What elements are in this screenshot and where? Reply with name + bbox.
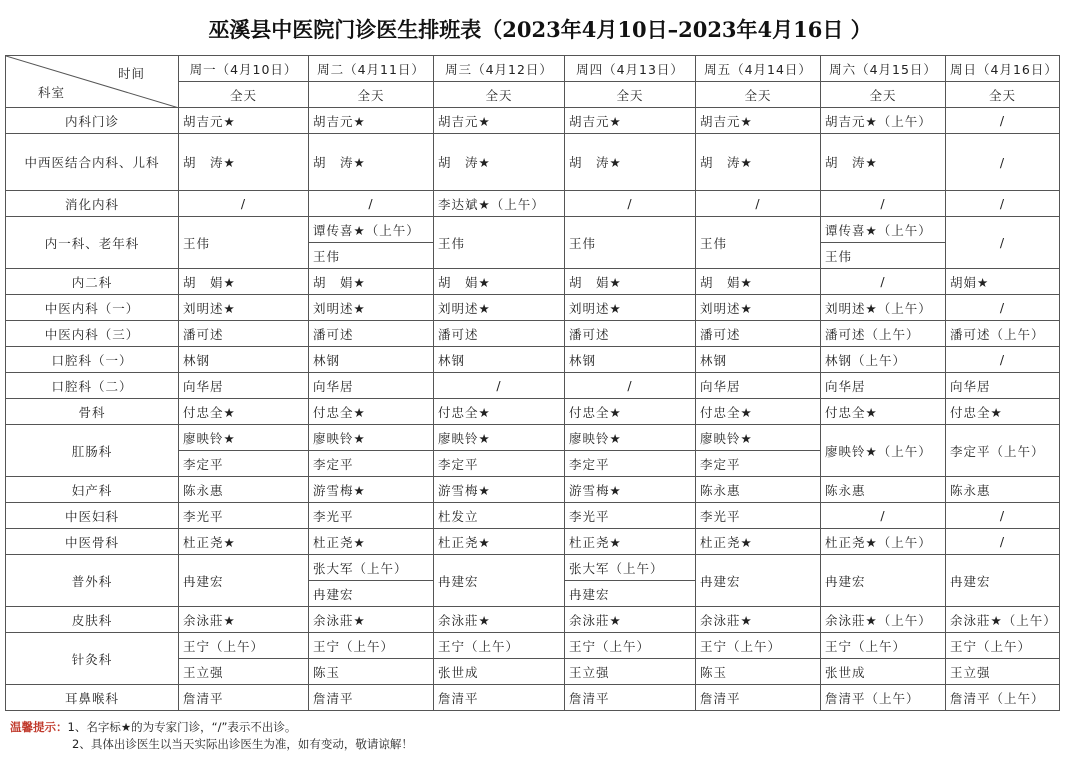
schedule-cell: 陈永惠 [946, 477, 1060, 503]
corner-header-cell [6, 56, 179, 108]
day-header: 周四（4月13日） [565, 56, 696, 82]
schedule-cell: 王伟 [434, 217, 565, 269]
schedule-cell: 潘可述 [434, 321, 565, 347]
schedule-cell: 胡吉元★（上午） [821, 108, 946, 134]
schedule-cell: 王宁（上午） [179, 633, 309, 659]
schedule-cell: 胡吉元★ [696, 108, 821, 134]
dept-cell: 内科门诊 [6, 108, 179, 134]
schedule-cell: 胡 涛★ [821, 134, 946, 191]
schedule-cell: 王立强 [946, 659, 1060, 685]
schedule-cell: 向华居 [821, 373, 946, 399]
schedule-cell: 杜正尧★ [696, 529, 821, 555]
table-row [6, 295, 1060, 321]
schedule-cell: / [821, 191, 946, 217]
schedule-cell: 潘可述（上午） [946, 321, 1060, 347]
schedule-cell: 王伟 [309, 243, 434, 269]
schedule-cell: 王宁（上午） [434, 633, 565, 659]
schedule-cell: 李定平（上午） [946, 425, 1060, 477]
session-header: 全天 [696, 82, 821, 108]
schedule-cell: 余泳莊★（上午） [821, 607, 946, 633]
schedule-cell: 陈玉 [696, 659, 821, 685]
schedule-cell: 游雪梅★ [434, 477, 565, 503]
schedule-cell: / [946, 529, 1060, 555]
schedule-cell: / [565, 373, 696, 399]
schedule-cell: 林钢 [565, 347, 696, 373]
schedule-cell: 胡 涛★ [309, 134, 434, 191]
schedule-cell: 王宁（上午） [565, 633, 696, 659]
dept-cell: 中医内科（一） [6, 295, 179, 321]
schedule-cell: 林钢 [309, 347, 434, 373]
schedule-cell: / [309, 191, 434, 217]
dept-cell: 口腔科（二） [6, 373, 179, 399]
schedule-cell: 刘明述★ [434, 295, 565, 321]
schedule-cell: 王伟 [696, 217, 821, 269]
schedule-cell: 向华居 [946, 373, 1060, 399]
schedule-cell: 胡 娟★ [309, 269, 434, 295]
day-header: 周二（4月11日） [309, 56, 434, 82]
schedule-cell: 胡 娟★ [565, 269, 696, 295]
schedule-cell: 王宁（上午） [821, 633, 946, 659]
schedule-cell: 杜发立 [434, 503, 565, 529]
schedule-cell: 李光平 [565, 503, 696, 529]
schedule-cell: 胡 涛★ [434, 134, 565, 191]
schedule-cell: 杜正尧★（上午） [821, 529, 946, 555]
schedule-cell: 林钢 [696, 347, 821, 373]
schedule-cell: 余泳莊★ [179, 607, 309, 633]
schedule-cell: 胡 娟★ [434, 269, 565, 295]
schedule-cell: 李光平 [309, 503, 434, 529]
table-row [6, 347, 1060, 373]
schedule-cell: 冉建宏 [179, 555, 309, 607]
schedule-cell: 李光平 [696, 503, 821, 529]
schedule-cell: 詹清平（上午） [946, 685, 1060, 711]
schedule-cell: 陈永惠 [179, 477, 309, 503]
schedule-cell: 付忠全★ [434, 399, 565, 425]
dept-cell: 中西医结合内科、儿科 [6, 134, 179, 191]
table-row [6, 633, 1060, 659]
schedule-cell: 谭传喜★（上午） [309, 217, 434, 243]
schedule-cell: 付忠全★ [309, 399, 434, 425]
schedule-cell: 胡吉元★ [565, 108, 696, 134]
schedule-cell: 杜正尧★ [179, 529, 309, 555]
schedule-cell: 廖映铃★ [696, 425, 821, 451]
table-row [6, 217, 1060, 243]
dept-cell: 皮肤科 [6, 607, 179, 633]
table-row [6, 321, 1060, 347]
page-title: 巫溪县中医院门诊医生排班表（2023年4月10日–2023年4月16日 ） [208, 17, 872, 42]
session-header: 全天 [434, 82, 565, 108]
schedule-cell: 王立强 [565, 659, 696, 685]
schedule-cell: / [946, 134, 1060, 191]
dept-cell: 消化内科 [6, 191, 179, 217]
schedule-cell: 陈玉 [309, 659, 434, 685]
session-header: 全天 [946, 82, 1060, 108]
schedule-cell: 张大军（上午） [309, 555, 434, 581]
schedule-cell: 付忠全★ [946, 399, 1060, 425]
session-header: 全天 [179, 82, 309, 108]
schedule-cell: 王宁（上午） [309, 633, 434, 659]
schedule-cell: 余泳莊★（上午） [946, 607, 1060, 633]
schedule-cell: 向华居 [696, 373, 821, 399]
schedule-cell: 张大军（上午） [565, 555, 696, 581]
table-row [6, 108, 1060, 134]
corner-dept-label: 科室 [38, 85, 66, 100]
schedule-cell: 王宁（上午） [696, 633, 821, 659]
schedule-cell: 詹清平 [309, 685, 434, 711]
dept-cell: 口腔科（一） [6, 347, 179, 373]
schedule-cell: / [946, 503, 1060, 529]
schedule-cell: 王伟 [821, 243, 946, 269]
schedule-cell: 胡吉元★ [179, 108, 309, 134]
schedule-cell: 詹清平 [434, 685, 565, 711]
schedule-cell: 李定平 [696, 451, 821, 477]
schedule-cell: 李定平 [565, 451, 696, 477]
schedule-cell: / [696, 191, 821, 217]
schedule-cell: 廖映铃★ [565, 425, 696, 451]
schedule-cell: 游雪梅★ [565, 477, 696, 503]
schedule-cell: / [946, 295, 1060, 321]
schedule-cell: 廖映铃★（上午） [821, 425, 946, 477]
schedule-cell: 林钢 [179, 347, 309, 373]
schedule-cell: 向华居 [179, 373, 309, 399]
schedule-cell: 胡娟★ [946, 269, 1060, 295]
schedule-cell: 詹清平（上午） [821, 685, 946, 711]
schedule-cell: 刘明述★ [565, 295, 696, 321]
table-row [6, 134, 1060, 191]
schedule-cell: 李光平 [179, 503, 309, 529]
schedule-cell: / [565, 191, 696, 217]
schedule-cell: 刘明述★（上午） [821, 295, 946, 321]
schedule-cell: 冉建宏 [946, 555, 1060, 607]
schedule-cell: 向华居 [309, 373, 434, 399]
schedule-cell: 谭传喜★（上午） [821, 217, 946, 243]
table-row [6, 529, 1060, 555]
schedule-cell: 李达斌★（上午） [434, 191, 565, 217]
dept-cell: 中医骨科 [6, 529, 179, 555]
schedule-cell: 胡吉元★ [434, 108, 565, 134]
schedule-cell: 胡 涛★ [565, 134, 696, 191]
dept-cell: 妇产科 [6, 477, 179, 503]
schedule-cell: 付忠全★ [179, 399, 309, 425]
table-row [6, 191, 1060, 217]
schedule-cell: 杜正尧★ [565, 529, 696, 555]
schedule-cell: / [946, 108, 1060, 134]
schedule-cell: 詹清平 [565, 685, 696, 711]
day-header: 周五（4月14日） [696, 56, 821, 82]
header-row-days [6, 56, 1060, 82]
table-row [6, 425, 1060, 451]
day-header: 周日（4月16日） [946, 56, 1060, 82]
dept-cell: 中医妇科 [6, 503, 179, 529]
table-row [6, 555, 1060, 581]
schedule-cell: 余泳莊★ [696, 607, 821, 633]
schedule-table [5, 55, 1060, 711]
schedule-cell: 廖映铃★ [309, 425, 434, 451]
schedule-cell: 廖映铃★ [434, 425, 565, 451]
note-line-1: 1、名字标★的为专家门诊，“/”表示不出诊。 [67, 720, 297, 734]
notes [10, 719, 413, 753]
schedule-cell: 王立强 [179, 659, 309, 685]
schedule-cell: 陈永惠 [696, 477, 821, 503]
schedule-cell: 刘明述★ [696, 295, 821, 321]
schedule-cell: 胡 涛★ [696, 134, 821, 191]
schedule-cell: 付忠全★ [696, 399, 821, 425]
schedule-cell: 王伟 [565, 217, 696, 269]
dept-cell: 耳鼻喉科 [6, 685, 179, 711]
schedule-cell: 付忠全★ [565, 399, 696, 425]
table-row [6, 503, 1060, 529]
schedule-cell: 潘可述 [179, 321, 309, 347]
schedule-cell: 胡 涛★ [179, 134, 309, 191]
schedule-cell: 王伟 [179, 217, 309, 269]
table-row [6, 477, 1060, 503]
schedule-cell: 廖映铃★ [179, 425, 309, 451]
session-header: 全天 [565, 82, 696, 108]
table-row [6, 607, 1060, 633]
schedule-cell: 潘可述 [696, 321, 821, 347]
schedule-cell: / [179, 191, 309, 217]
schedule-cell: 李定平 [309, 451, 434, 477]
schedule-cell: 付忠全★ [821, 399, 946, 425]
schedule-cell: 詹清平 [179, 685, 309, 711]
schedule-cell: / [946, 217, 1060, 269]
schedule-cell: 詹清平 [696, 685, 821, 711]
schedule-cell: 冉建宏 [696, 555, 821, 607]
table-row [6, 269, 1060, 295]
schedule-cell: 胡吉元★ [309, 108, 434, 134]
schedule-cell: 潘可述 [565, 321, 696, 347]
schedule-cell: / [946, 347, 1060, 373]
dept-cell: 针灸科 [6, 633, 179, 685]
schedule-cell: 冉建宏 [565, 581, 696, 607]
schedule-cell: 潘可述（上午） [821, 321, 946, 347]
note-line-2: 2、具体出诊医生以当天实际出诊医生为准，如有变动，敬请谅解！ [72, 737, 413, 751]
dept-cell: 普外科 [6, 555, 179, 607]
schedule-cell: 王宁（上午） [946, 633, 1060, 659]
schedule-cell: 林钢（上午） [821, 347, 946, 373]
schedule-cell: 李定平 [179, 451, 309, 477]
dept-cell: 内二科 [6, 269, 179, 295]
session-header: 全天 [821, 82, 946, 108]
schedule-cell: 林钢 [434, 347, 565, 373]
schedule-cell: 杜正尧★ [434, 529, 565, 555]
schedule-cell: 游雪梅★ [309, 477, 434, 503]
day-header: 周六（4月15日） [821, 56, 946, 82]
dept-cell: 内一科、老年科 [6, 217, 179, 269]
schedule-cell: 张世成 [434, 659, 565, 685]
table-row [6, 399, 1060, 425]
schedule-cell: 李定平 [434, 451, 565, 477]
schedule-cell: 刘明述★ [309, 295, 434, 321]
schedule-cell: 余泳莊★ [565, 607, 696, 633]
schedule-cell: 冉建宏 [434, 555, 565, 607]
schedule-cell: 冉建宏 [821, 555, 946, 607]
dept-cell: 肛肠科 [6, 425, 179, 477]
schedule-cell: 刘明述★ [179, 295, 309, 321]
schedule-cell: 余泳莊★ [434, 607, 565, 633]
schedule-cell: / [821, 503, 946, 529]
schedule-cell: 胡 娟★ [696, 269, 821, 295]
schedule-cell: 冉建宏 [309, 581, 434, 607]
notes-label: 温馨提示： [10, 720, 68, 734]
schedule-cell: 张世成 [821, 659, 946, 685]
schedule-cell: 胡 娟★ [179, 269, 309, 295]
schedule-cell: / [434, 373, 565, 399]
schedule-cell: 陈永惠 [821, 477, 946, 503]
schedule-cell: / [946, 191, 1060, 217]
table-row [6, 373, 1060, 399]
diagonal-line [6, 56, 179, 108]
dept-cell: 中医内科（三） [6, 321, 179, 347]
dept-cell: 骨科 [6, 399, 179, 425]
day-header: 周三（4月12日） [434, 56, 565, 82]
session-header: 全天 [309, 82, 434, 108]
schedule-cell: 杜正尧★ [309, 529, 434, 555]
schedule-cell: 余泳莊★ [309, 607, 434, 633]
schedule-cell: / [821, 269, 946, 295]
day-header: 周一（4月10日） [179, 56, 309, 82]
schedule-cell: 潘可述 [309, 321, 434, 347]
table-row [6, 685, 1060, 711]
corner-time-label: 时间 [118, 66, 146, 81]
